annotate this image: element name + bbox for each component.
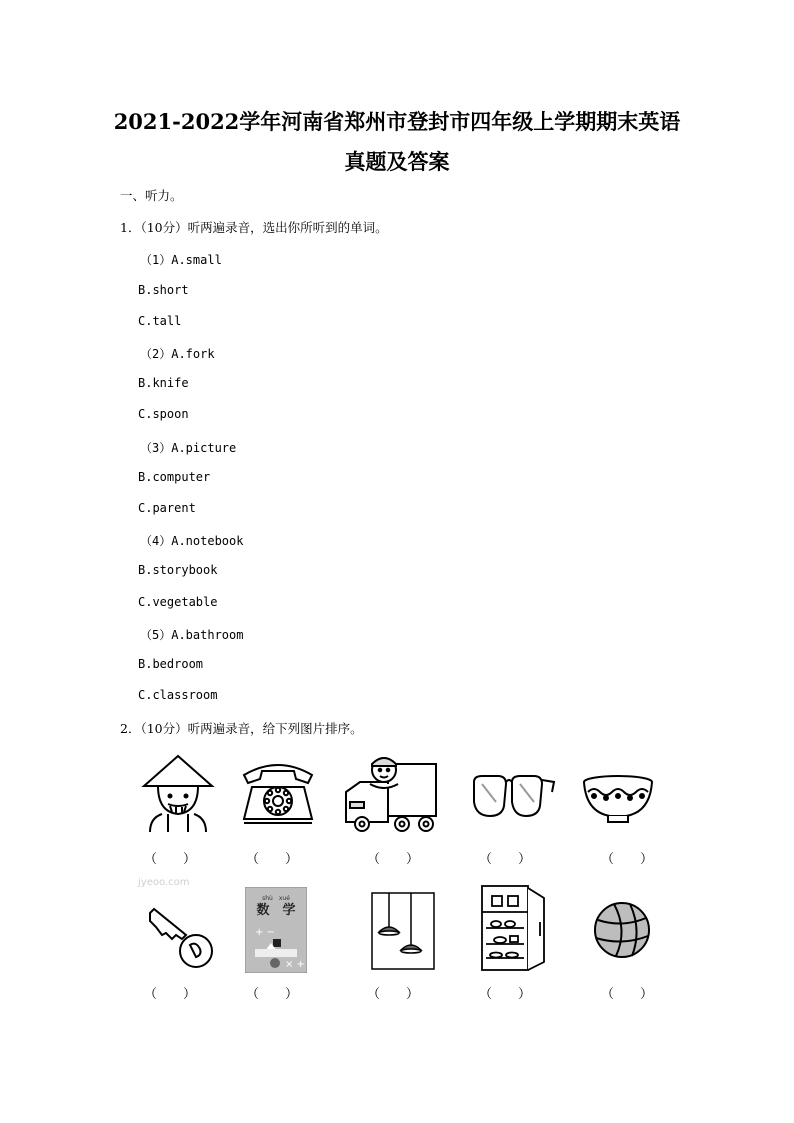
answer-blank-7[interactable]: （ ） [246, 987, 299, 1002]
book-title: 数 学 [256, 903, 296, 918]
doc-title-line2: 真题及答案 [344, 149, 450, 174]
farmer-icon [138, 752, 218, 834]
doc-title-line1: 2021-2022学年河南省郑州市登封市四年级上学期期末英语 [113, 109, 681, 134]
answer-blank-8[interactable]: （ ） [367, 987, 420, 1002]
answer-blank-6[interactable]: （ ） [144, 987, 197, 1002]
telephone-icon [238, 757, 318, 829]
q1-item1-b: B.short [138, 283, 189, 297]
driver-truck-icon [340, 752, 440, 834]
answer-blank-1[interactable]: （ ） [144, 852, 197, 867]
math-book-icon [245, 887, 307, 973]
q1-item3-a: （3）A.picture [140, 441, 237, 455]
book-band [255, 949, 297, 957]
basketball-icon [592, 898, 652, 962]
answer-blank-3[interactable]: （ ） [367, 852, 420, 867]
plus-minus-icon: + − [255, 927, 275, 938]
answer-blank-2[interactable]: （ ） [246, 852, 299, 867]
q1-item2-a: （2）A.fork [140, 347, 215, 361]
answer-blank-5[interactable]: （ ） [601, 852, 654, 867]
square-shape-icon [273, 939, 281, 947]
q1-item1-c: C.tall [138, 314, 182, 328]
book-pinyin: shù xué [262, 895, 290, 902]
q1-stem: 1．（10分）听两遍录音，选出你所听到的单词。 [120, 220, 388, 235]
times-plus-icon: × + [285, 959, 305, 970]
q1-item1-a: （1）A.small [140, 253, 222, 267]
sunglasses-icon [470, 772, 556, 822]
q1-item4-a: （4）A.notebook [140, 534, 244, 548]
answer-blank-9[interactable]: （ ） [479, 987, 532, 1002]
lamps-icon [371, 892, 435, 970]
answer-blank-10[interactable]: （ ） [601, 987, 654, 1002]
q1-item4-c: C.vegetable [138, 595, 218, 609]
key-icon [146, 905, 216, 971]
q1-item2-b: B.knife [138, 376, 189, 390]
fridge-icon [478, 884, 550, 974]
circle-shape-icon [270, 958, 280, 968]
answer-blank-4[interactable]: （ ） [479, 852, 532, 867]
bowl-icon [580, 772, 656, 826]
q2-stem: 2．（10分）听两遍录音，给下列图片排序。 [120, 721, 363, 736]
q1-item5-b: B.bedroom [138, 657, 204, 671]
q1-item5-c: C.classroom [138, 688, 218, 702]
q1-item3-c: C.parent [138, 501, 196, 515]
q1-item4-b: B.storybook [138, 563, 218, 577]
q1-item3-b: B.computer [138, 470, 211, 484]
q1-item5-a: （5）A.bathroom [140, 628, 244, 642]
watermark: jyeoo.com [138, 877, 190, 888]
section-heading: 一、听力。 [120, 188, 183, 203]
q1-item2-c: C.spoon [138, 407, 189, 421]
